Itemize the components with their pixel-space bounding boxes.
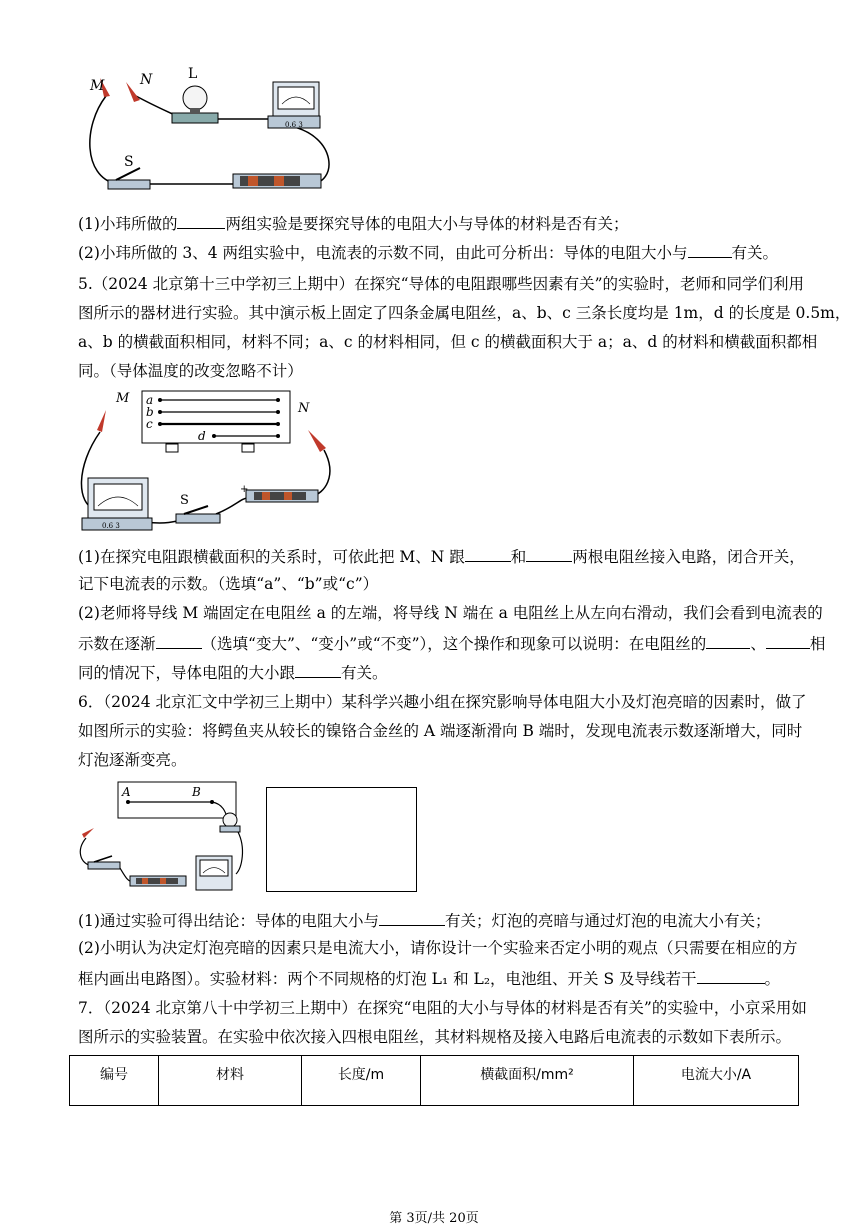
q6-line-1: 6．（2024 北京汇文中学初三上期中）某科学兴趣小组在探究影响导体电阻大小及灯泡亮暗的因素时，做了 [78,693,807,711]
q6-line-2: 如图所示的实验：将鳄鱼夹从较长的镍铬合金丝的 A 端逐渐滑向 B 端时，发现电流表示数逐渐增大，同时 [78,722,803,740]
battery-icon [246,490,318,502]
circuit-figure-1 [78,66,338,196]
answer-blank[interactable] [706,632,750,649]
label-m: M [90,78,105,94]
answer-blank[interactable] [177,212,225,229]
wire-c-label: c [146,417,153,431]
col-current: 电流大小/A [634,1056,799,1106]
circuit-drawing-box[interactable] [266,787,417,892]
switch-icon [108,168,150,189]
wire-a-label: a [146,393,154,407]
q5-part1-line1: (1)在探究电阻跟横截面积的关系时，可依此把 M、N 跟 和 两根电阻丝接入电路，闭合开关， [78,545,805,567]
q5-part2-line1: (2)老师将导线 M 端固定在电阻丝 a 的左端，将导线 N 端在 a 电阻丝上从左向右滑动，我们会看到电流表的 [78,604,823,622]
resistance-table [69,1055,799,1106]
label-a: A [122,785,131,799]
ammeter-scale-label: 0.6 3 [285,121,303,129]
circuit-figure-3 [76,778,246,896]
q4-part1: (1)小玮所做的 两组实验是要探究导体的电阻大小与导体的材料是否有关； [78,212,628,234]
bulb-icon [172,86,218,123]
q6-part1: (1)通过实验可得出结论：导体的电阻大小与 有关；灯泡的亮暗与通过灯泡的电流大小有关； [78,909,770,931]
clip-n-icon [308,430,326,452]
q5-part1-line2: 记下电流表的示数。（选填“a”、“b”或“c”） [78,575,379,593]
clip-m-icon [97,410,106,432]
battery-icon [233,174,321,188]
answer-blank[interactable] [766,632,810,649]
q5-part2-line3: 同的情况下，导体电阻的大小跟 有关。 [78,661,388,683]
q5-line-4: 同。（导体温度的改变忽略不计） [78,362,303,380]
q5-part2-line2: 示数在逐渐 （选填“变大”、“变小”或“不变”），这个操作和现象可以说明：在电阻丝的 、 相 [78,632,825,654]
label-n: N [140,72,153,88]
label-m: M [116,391,130,406]
switch-icon [176,506,220,523]
label-b: B [192,785,201,799]
col-length: 长度/m [302,1056,421,1106]
col-number: 编号 [70,1056,159,1106]
q5-line-3: a、b 的横截面积相同，材料不同；a、c 的材料相同，但 c 的横截面积大于 a；a、d 的材料和横截面积都相 [78,333,818,351]
answer-blank[interactable] [156,632,202,649]
answer-blank[interactable] [688,241,732,258]
circuit-figure-2 [76,386,346,536]
col-material: 材料 [159,1056,302,1106]
wire-d-label: d [198,429,206,443]
q7-line-1: 7．（2024 北京第八十中学初三上期中）在探究“电阻的大小与导体的材料是否有关”的实验中，小京采用如 [78,999,807,1017]
q6-part2-line2: 框内画出电路图）。实验材料：两个不同规格的灯泡 L₁ 和 L₂，电池组、开关 S 及导线若干 。 [78,967,780,989]
answer-blank[interactable] [697,967,765,984]
answer-blank[interactable] [295,661,341,678]
answer-blank[interactable] [379,909,445,926]
label-s: S [180,493,189,508]
table-header-row [70,1056,799,1106]
ammeter-scale-label: 0.6 3 [102,522,120,530]
q7-line-2: 图所示的实验装置。在实验中依次接入四根电阻丝，其材料规格及接入电路后电流表的示数如下表所示。 [78,1028,792,1046]
clip-icon [82,828,94,838]
clip-n-icon [126,82,140,102]
label-l: L [188,66,198,82]
ammeter-icon [196,856,232,890]
q5-line-2: 图所示的器材进行实验。其中演示板上固定了四条金属电阻丝，a、b、c 三条长度均是 1m，d 的长度是 0.5m， [78,304,851,322]
answer-blank[interactable] [465,545,511,562]
label-s: S [124,154,134,170]
battery-plus-label: + [240,484,249,495]
col-area: 横截面积/mm² [421,1056,634,1106]
page-footer: 第 3页/共 20页 [389,1211,479,1226]
answer-blank[interactable] [526,545,572,562]
q5-line-1: 5.（2024 北京第十三中学初三上期中）在探究“导体的电阻跟哪些因素有关”的实验时，老师和同学们利用 [78,275,805,293]
switch-icon [88,856,120,869]
battery-icon [130,876,186,886]
wire-b-label: b [146,405,154,419]
label-n: N [298,401,310,416]
q6-line-3: 灯泡逐渐变亮。 [78,751,187,769]
q6-part2-line1: (2)小明认为决定灯泡亮暗的因素只是电流大小，请你设计一个实验来否定小明的观点（只需要在相应的方 [78,939,798,957]
q4-part2: (2)小玮所做的 3、4 两组实验中，电流表的示数不同，由此可分析出：导体的电阻大小与 有关。 [78,241,778,263]
